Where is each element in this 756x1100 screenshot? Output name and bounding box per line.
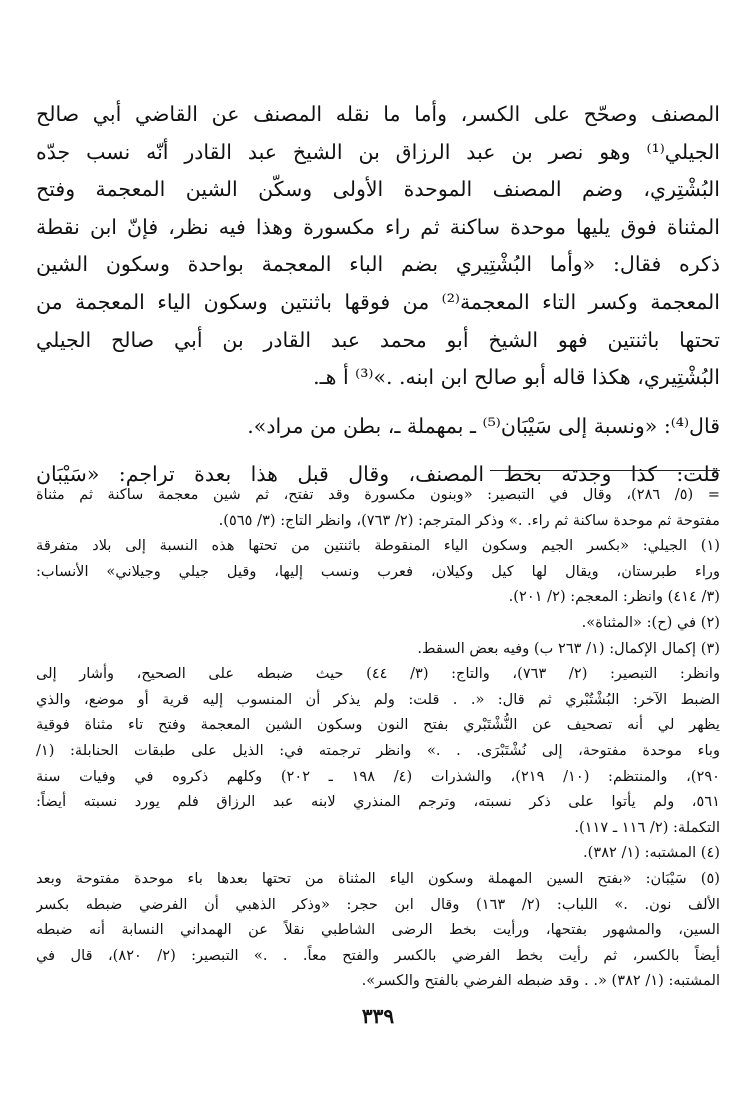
qultu-line: قلت: كذا وجدته بخط المصنف، وقال قبل هذا بعدة تراجم: «سَيْبَان <box>36 462 720 487</box>
main-line-4: المثناة فوق يليها موحدة ساكنة ثم راء مكسورة وهذا فيه نظر، فإنّ ابن نقطة <box>36 214 720 239</box>
footnote-line: (٤) المشتبه: (١/ ٣٨٢). <box>583 844 720 862</box>
main-line-3: البُشْتِري، وضم المصنف الموحدة الأولى وسكّن الشين المعجمة وفتح <box>36 177 720 202</box>
footnote-line: السين، والمشهور بفتحها، ورأيت بخط الرضى الشاطبي نقلاً عن الهمداني النسابة أنه ضبطه <box>36 921 720 939</box>
footnote-line: أيضاً بالكسر، ثم رأيت بخط الفرضي بالكسر والفتح معاً. . .» التبصير: (٢/ ٨٢٠)، قال في <box>36 946 720 964</box>
main-text <box>36 96 720 494</box>
footnote-line: ٥٦١، ولم يأتوا على ذكر نسبته، وترجم المنذري لابنه عبد الرزاق فلم يورد نسبته أيضاً: <box>36 793 720 811</box>
main-line-2: الجيلي⁽¹⁾ وهو نصر بن عبد الرزاق بن الشيخ عبد القادر أنّه نسب جدّه <box>36 139 720 164</box>
main-line-8: البُشْتِيري، هكذا قاله أبو صالح ابن ابنه. .»⁽³⁾ أ هـ. <box>313 365 720 390</box>
footnote-line: الألف نون. .» اللباب: (٢/ ١٦٣) وقال ابن حجر: «وذكر الذهبي أن الفرضي ضبطه بكسر <box>36 895 720 913</box>
footnote-line: (٣) إكمال الإكمال: (١/ ٢٦٣ ب) وفيه بعض السقط. <box>417 639 720 657</box>
main-line-1: المصنف وصحّح على الكسر، وأما ما نقله المصنف عن القاضي أبي صالح <box>36 102 720 126</box>
footnote-line: وانظر: التبصير: (٢/ ٧٦٣)، والتاج: (٣/ ٤٤) حيث ضبطه على الصحيح، وأشار إلى <box>36 665 720 683</box>
footnote-line: (١) الجيلي: «بكسر الجيم وسكون الياء المنقوطة باثنتين من تحتها هذه النسبة إلى بلاد متفرقة <box>36 537 720 555</box>
footnote-line: مفتوحة ثم موحدة ساكنة ثم راء. .» وذكر المترجم: (٢/ ٧٦٣)، وانظر التاج: (٣/ ٥٦٥). <box>218 511 720 529</box>
footnote-line: الضبط الآخر: البُشْتُبْري ثم قال: «. . قلت: ولم يذكر أن المنسوب إليه قرية أو موضع، والذي <box>36 690 720 708</box>
qala-line: قال⁽⁴⁾: «ونسبة إلى سَيْبَان⁽⁵⁾ ـ بمهملة ـ، بطن من مراد». <box>247 413 720 438</box>
footnote-line: المشتبه: (١/ ٣٨٢) «. . وقد ضبطه الفرضي بالفتح والكسر». <box>361 972 720 990</box>
footnote-line: (٢) في (ح): «المثناة». <box>581 613 720 631</box>
footnote-line: يظهر لي أنه تصحيف عن النُّشْتَبْري بفتح النون وسكون الشين المعجمة وفتح تاء مثناة فوقية <box>36 716 720 734</box>
page-number: ٣٣٩ <box>361 1004 395 1028</box>
main-line-7: تحتها باثنتين فهو الشيخ أبو محمد عبد القادر بن أبي صالح الجيلي <box>36 327 720 352</box>
footnote-line: التكملة: (٢/ ١١٦ ـ ١١٧). <box>574 818 720 836</box>
footnote-line: (٥) سَيْبَان: «بفتح السين المهملة وسكون الياء المثناة من تحتها بعدها باء موحدة مفتوحة وبعد <box>36 869 720 887</box>
main-line-6: المعجمة وكسر التاء المعجمة⁽²⁾ من فوقها باثنتين وسكون الياء المعجمة من <box>36 289 720 314</box>
footnote-line: ٢٩٠)، والمنتظم: (١٠/ ٢١٩)، والشذرات (٤/ ١٩٨ ـ ٢٠٢) وكلهم ذكروه في وفيات سنة <box>36 767 720 785</box>
footnote-line: وراء طبرستان، ويقال لها كيل وكيلان، فعرب ونسب إليها، وقيل جيلي وجيلاني» الأنساب: <box>36 562 720 580</box>
main-line-5: ذكره فقال: «وأما البُشْتِيري بضم الباء المعجمة بواحدة وسكون الشين <box>36 252 720 277</box>
footnotes <box>36 482 720 994</box>
footnote-line: (٣/ ٤١٤) وانظر: المعجم: (٢/ ٢٠١). <box>508 588 720 606</box>
footnote-separator <box>490 470 720 471</box>
footnote-line: = (٥/ ٢٨٦)، وقال في التبصير: «وبنون مكسورة وقد تفتح، ثم شين معجمة ساكنة ثم مثناة <box>36 486 720 503</box>
footnote-line: وباء موحدة مفتوحة، إلى نُشْتَبْرَى. . .» وانظر ترجمته في: الذيل على طبقات الحنابلة: (١/ <box>36 741 720 759</box>
